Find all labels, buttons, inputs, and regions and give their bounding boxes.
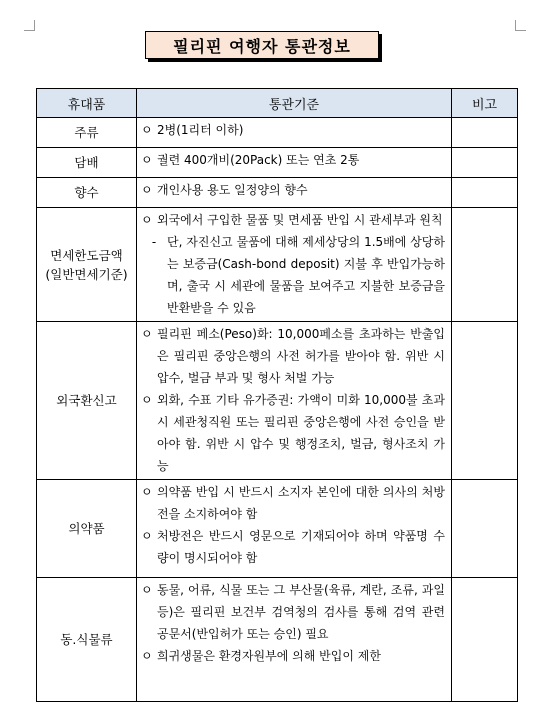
bullet-marker: ㅇ [141,529,153,543]
item-text: 궐련 400개비(20Pack) 또는 연초 2통 [157,153,360,167]
row-category-text: 동.식물류 [60,632,113,647]
row-category [37,578,137,702]
bullet-item [141,209,445,231]
row-note [452,578,518,702]
row-category-text: 면세한도금액 [50,247,123,263]
table-header-row [37,89,518,118]
bullet-item [141,645,445,667]
header-note: 비고 [452,89,518,118]
row-category [37,208,137,322]
item-text: 필리핀 페소(Peso)화: 10,000페소를 초과하는 반출입은 필리핀 중앙은행의 사전 허가를 받아야 함. 위반 시 압수, 벌금 부과 및 형사 처벌 가능 [157,327,445,385]
bullet-item [141,389,445,477]
item-text: 처방전은 반드시 영문으로 기재되어야 하며 약품명 수량이 명시되어야 함 [157,529,445,565]
spacer [141,569,445,575]
bullet-item [141,119,445,141]
row-category-text: 담배 [74,155,99,170]
item-text: 개인사용 용도 일정양의 향수 [157,183,308,197]
row-category-text: (일반면세기준) [45,266,128,282]
bullet-marker: ㅇ [141,123,153,137]
table-body [37,118,518,702]
row-note [452,208,518,322]
bullet-item [141,179,445,201]
bullet-item [141,149,445,171]
row-category [37,118,137,148]
row-category-text: 외국환신고 [56,393,117,408]
bullet-marker: ㅇ [141,393,153,407]
bullet-marker: ㅇ [141,213,153,227]
row-note [452,118,518,148]
bullet-marker: ㅇ [141,327,153,341]
dash-item [141,231,445,319]
dash-marker: - [151,235,157,249]
table-row [37,118,518,148]
item-text: 동물, 어류, 식물 또는 그 부산물(육류, 계란, 조류, 과일 등)은 필리핀 보건부 검역청의 검사를 통해 검역 관련 공문서(반입허가 또는 승인) 필요 [157,583,445,641]
bullet-marker: ㅇ [141,183,153,197]
bullet-item [141,323,445,389]
table-row [37,148,518,178]
page-corner-mark-right [515,20,526,31]
bullet-marker: ㅇ [141,649,153,663]
row-note [452,322,518,480]
item-text: 희귀생물은 환경자원부에 의해 반입이 제한 [157,649,381,663]
header-standard: 통관기준 [137,89,452,118]
item-text: 외국에서 구입한 물품 및 면세품 반입 시 관세부과 원칙 [157,213,443,227]
row-category [37,480,137,578]
row-category-text: 의약품 [68,521,105,536]
spacer [141,667,445,673]
row-category-text: 향수 [74,185,99,200]
bullet-item [141,481,445,525]
row-category [37,148,137,178]
row-standard [137,322,452,480]
row-category [37,322,137,480]
table-row [37,578,518,702]
bullet-marker: ㅇ [141,485,153,499]
header-item: 휴대품 [37,89,137,118]
item-text: 의약품 반입 시 반드시 소지자 본인에 대한 의사의 처방전을 소지하여야 함 [157,485,445,521]
bullet-item [141,525,445,569]
table-row [37,322,518,480]
item-text: 2병(1리터 이하) [157,123,244,137]
page-corner-mark-left [24,20,35,31]
row-category [37,178,137,208]
table-row [37,208,518,322]
row-note [452,178,518,208]
customs-info-table [36,88,518,702]
row-category-text: 주류 [74,125,99,140]
bullet-marker: ㅇ [141,153,153,167]
document-title: 필리핀 여행자 통관정보 [145,31,379,59]
row-note [452,148,518,178]
table-row [37,178,518,208]
row-note [452,480,518,578]
bullet-marker: ㅇ [141,583,153,597]
row-standard [137,480,452,578]
row-standard [137,178,452,208]
item-text: 외화, 수표 기타 유가증권: 가액이 미화 10,000불 초과 시 세관청직원 또는 필리핀 중앙은행에 사전 승인을 받아야 함. 위반 시 압수 및 행정조치, 벌금, 형사조치 가능 [157,393,445,473]
bullet-item [141,579,445,645]
item-text: 단, 자진신고 물품에 대해 제세상당의 1.5배에 상당하는 보증금(Cash-bond deposit) 지불 후 반입가능하며, 출국 시 세관에 물품을 보여주고 지불한 보증금을 반환받을 수 있음 [167,235,445,315]
row-standard [137,208,452,322]
table-row [37,480,518,578]
row-standard [137,118,452,148]
row-standard [137,148,452,178]
row-standard [137,578,452,702]
